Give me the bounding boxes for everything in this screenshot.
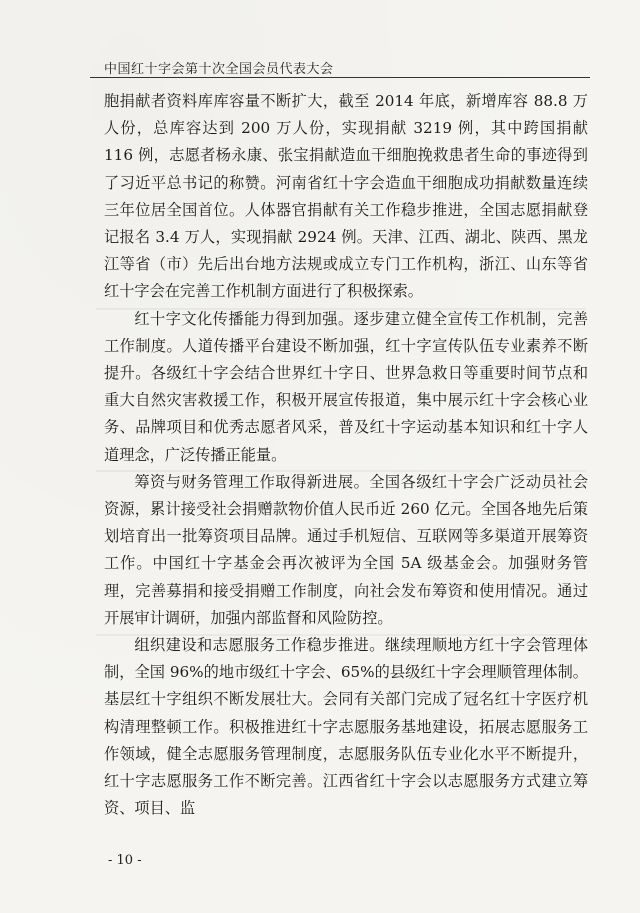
header-title: 中国红十字会第十次全国会员代表大会 bbox=[104, 62, 334, 77]
paragraph-culture-communication: 红十字文化传播能力得到加强。逐步建立健全宣传工作机制，完善工作制度。人道传播平台建设不断加强，红十字宣传队伍专业素养不断提升。各级红十字会结合世界红十字日、世界急救日等重要时间节点和重大自然灾害救援工作，积极开展宣传报道，集中展示红十字会核心业务、品牌项目和优秀志愿者风采，普及红十字运动基本知识和红十字人道理念，广泛传播正能量。 bbox=[104, 309, 588, 464]
page-number: - 10 - bbox=[108, 853, 142, 868]
paragraph-organization-volunteer: 组织建设和志愿服务工作稳步推进。继续理顺地方红十字会管理体制，全国 96%的地市级红十字会、65%的县级红十字会理顺管理体制。基层红十字组织不断发展壮大。会同有关部门完成了冠名红十字医疗机构清理整顿工作。积极推进红十字志愿服务基地建设，拓展志愿服务工作领域，健全志愿服务管理制度，志愿服务队伍专业化水平不断提升，红十字志愿服务工作不断完善。江西省红十字会以志愿服务方式建立筹资、项目、监 bbox=[104, 636, 588, 818]
header-rule bbox=[90, 77, 590, 78]
page-footer bbox=[0, 853, 640, 873]
body-text bbox=[104, 88, 588, 822]
running-header bbox=[90, 56, 590, 78]
paragraph-continued: 胞捐献者资料库库容量不断扩大，截至 2014 年底，新增库容 88.8 万人份，总库容达到 200 万人份，实现捐献 3219 例，其中跨国捐献 116 例，志愿者杨永康、张宝捐献造血干细胞挽救患者生命的事迹得到了习近平总书记的称赞。河南省红十字会造血干细胞成功捐献数量连续三年位居全国首位。人体器官捐献有关工作稳步推进，全国志愿捐献登记报名 3.4 万人，实现捐献 2924 例。天津、江西、湖北、陕西、黑龙江等省（市）先后出台地方法规或成立专门工作机构，浙江、山东等省红十字会在完善工作机制方面进行了积极探索。 bbox=[104, 92, 588, 301]
paragraph-fundraising-finance: 筹资与财务管理工作取得新进展。全国各级红十字会广泛动员社会资源，累计接受社会捐赠款物价值人民币近 260 亿元。全国各地先后策划培育出一批筹资项目品牌。通过手机短信、互联网等多渠道开展筹资工作。中国红十字基金会再次被评为全国 5A 级基金会。加强财务管理，完善募捐和接受捐赠工作制度，向社会发布筹资和使用情况。通过开展审计调研，加强内部监督和风险防控。 bbox=[104, 472, 588, 627]
